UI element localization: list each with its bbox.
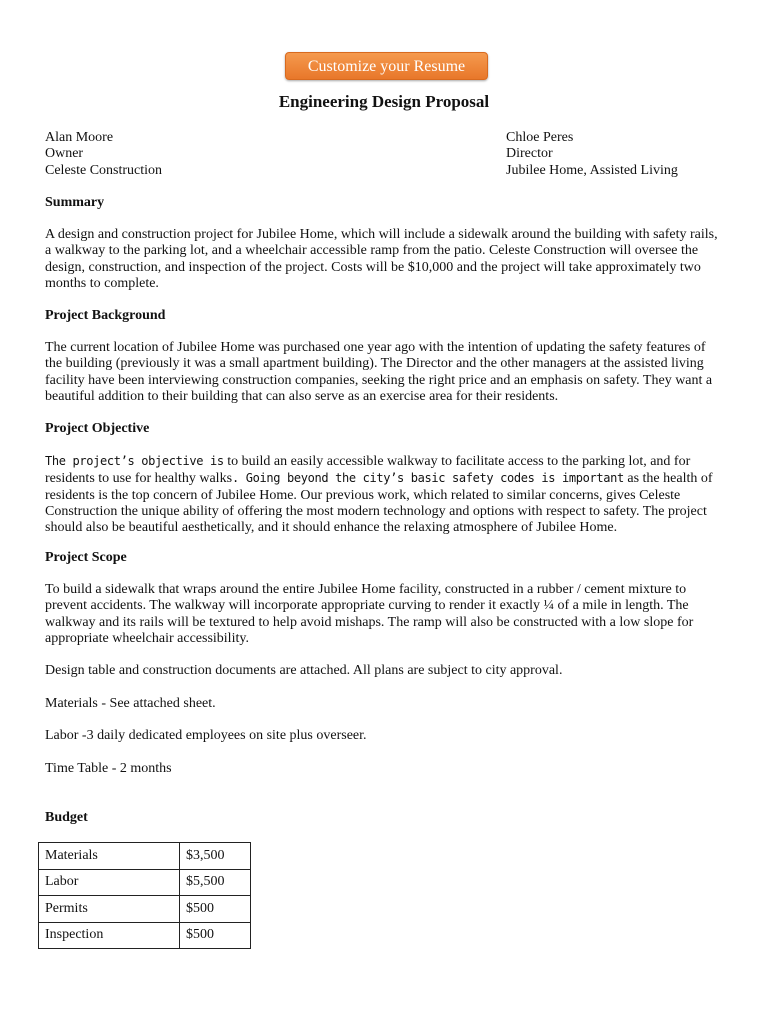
budget-heading: Budget	[45, 810, 88, 825]
budget-amount: $500	[180, 922, 251, 949]
summary-text: A design and construction project for Jubilee Home, which will include a sidewalk around the building with safety rails, a walkway to the parking lot, and a wheelchair accessible ramp from the patio. Celeste Construction will oversee the design, construction, and inspection of the project. Costs will be $10,000 and the project will take approximately two months to complete.	[45, 227, 718, 291]
budget-table	[38, 842, 251, 949]
customize-resume-button[interactable]: Customize your Resume	[285, 52, 488, 80]
objective-text-segment: The project’s objective is	[45, 454, 224, 468]
objective-heading: Project Objective	[45, 421, 150, 436]
sender-block	[45, 130, 162, 179]
sender-name: Alan Moore	[45, 130, 114, 145]
recipient-name: Chloe Peres	[506, 130, 574, 145]
sender-company: Celeste Construction	[45, 162, 163, 178]
design-note: Design table and construction documents are attached. All plans are subject to city approval.	[45, 663, 563, 678]
document-title: Engineering Design Proposal	[278, 92, 490, 111]
recipient-role: Director	[506, 146, 553, 162]
objective-text	[45, 453, 723, 536]
background-text: The current location of Jubilee Home was purchased one year ago with the intention of updating the safety features of the building (previously it was a small apartment building). The Director and the other managers at the assisted living facility have been interviewing construction companies, seeking the right price and an emphasis on safety. They want a beautiful addition to their building that can also serve as an exercise area for their residents.	[45, 340, 713, 404]
background-heading: Project Background	[45, 308, 166, 323]
budget-amount: $5,500	[180, 869, 251, 896]
labor-note: Labor -3 daily dedicated employees on site plus overseer.	[45, 728, 367, 743]
table-row	[39, 922, 251, 949]
objective-text-segment: to build an easily accessible walkway to facilitate access to the parking lot, and for residents to use for healthy walks	[45, 454, 691, 487]
budget-item: Permits	[39, 896, 180, 923]
budget-item: Labor	[39, 869, 180, 896]
budget-amount: $500	[180, 896, 251, 923]
materials-note: Materials - See attached sheet.	[45, 696, 216, 711]
table-row	[39, 869, 251, 896]
budget-amount: $3,500	[180, 843, 251, 870]
timetable-note: Time Table - 2 months	[45, 761, 172, 776]
budget-item: Inspection	[39, 922, 180, 949]
summary-heading: Summary	[45, 195, 105, 210]
table-row	[39, 843, 251, 870]
budget-item: Materials	[39, 843, 180, 870]
table-row	[39, 896, 251, 923]
scope-heading: Project Scope	[45, 550, 127, 565]
objective-text-segment: as the health of residents is the top concern of Jubilee Home. Our previous work, which related to similar concerns, gives Celeste Construction the unique ability of offering the most modern technology and options with respect to safety. The project should also be beautiful aesthetically, and it should enhance the relaxing atmosphere of Jubilee Home.	[45, 471, 713, 536]
objective-text-segment: . Going beyond the city’s basic safety codes is important	[232, 471, 624, 486]
recipient-company: Jubilee Home, Assisted Living	[506, 162, 678, 178]
recipient-block	[506, 130, 678, 179]
scope-text: To build a sidewalk that wraps around the entire Jubilee Home facility, constructed in a rubber / cement mixture to prevent accidents. The walkway will incorporate appropriate curving to render it exactly ¼ of a mile in length. The walkway and its rails will be textured to help avoid mishaps. The ramp will also be constructed with a low slope for appropriate wheelchair accessibility.	[45, 582, 694, 646]
sender-role: Owner	[45, 146, 84, 162]
